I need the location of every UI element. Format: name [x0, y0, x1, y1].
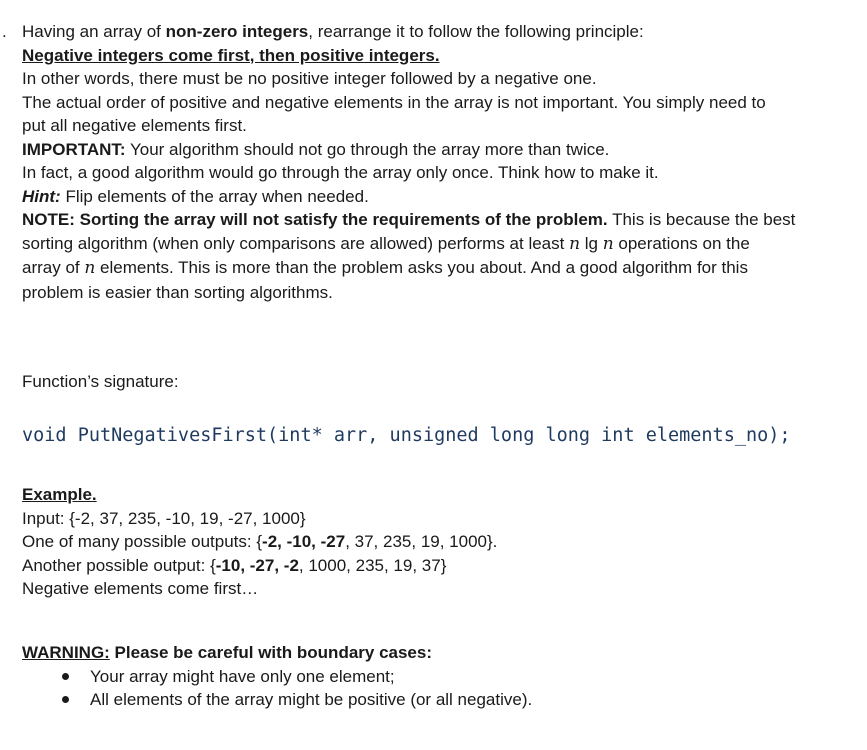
list-item	[22, 688, 862, 712]
intro-text: Having an array of	[22, 22, 166, 41]
warning-text: Please be careful with boundary cases:	[109, 643, 433, 662]
hint-label: Hint:	[22, 186, 61, 206]
boundary-cases-list	[22, 665, 862, 712]
hint-line	[22, 185, 862, 209]
signature-code: void PutNegativesFirst(int* arr, unsigned long long int elements_no);	[22, 425, 791, 446]
note-line-3-text: array of	[22, 258, 85, 277]
bullet-icon	[62, 696, 69, 703]
important-label: IMPORTANT:	[22, 139, 126, 159]
output-1-post: , 37, 235, 19, 1000}.	[345, 532, 498, 551]
output-1-negatives: -2, -10, -27	[262, 532, 346, 551]
example-heading	[22, 483, 862, 507]
principle-text: Negative integers come first, then positive integers.	[22, 45, 440, 65]
intro-line	[22, 20, 862, 44]
important-line	[22, 138, 862, 162]
example-output-2	[22, 554, 862, 578]
note-bold-text: NOTE: Sorting the array will not satisfy the requirements of the problem.	[22, 210, 608, 229]
bullet-icon	[62, 673, 69, 680]
math-n: n	[569, 233, 581, 254]
intro-text-end: , rearrange it to follow the following principle:	[308, 22, 644, 41]
math-lg: lg	[580, 233, 603, 253]
list-item-text: Your array might have only one element;	[90, 666, 395, 686]
intro-bold-text: non-zero integers	[165, 22, 309, 41]
example-heading-text: Example.	[22, 485, 97, 504]
warning-label: WARNING:	[22, 643, 110, 662]
output-1-pre: One of many possible outputs: {	[22, 532, 263, 551]
note-text: This is because the best	[607, 210, 796, 229]
example-input: Input: {-2, 37, 235, -10, 19, -27, 1000}	[22, 508, 306, 528]
problem-statement	[22, 20, 862, 304]
output-2-negatives: -10, -27, -2	[215, 555, 299, 575]
note-line-4: problem is easier than sorting algorithms.	[22, 282, 333, 302]
list-item-text: All elements of the array might be positive (or all negative).	[90, 690, 533, 709]
order-line-2: put all negative elements first.	[22, 116, 247, 135]
signature-label: Function’s signature:	[22, 372, 179, 391]
note-line-2-text: sorting algorithm (when only comparisons are allowed) performs at least	[22, 233, 570, 253]
note-line-1	[22, 208, 862, 232]
list-item	[22, 665, 862, 689]
math-n: n	[84, 258, 96, 278]
hint-text: Flip elements of the array when needed.	[60, 186, 369, 206]
important-text: Your algorithm should not go through the array more than twice.	[125, 139, 610, 159]
note-line-2	[22, 232, 862, 257]
fact-line: In fact, a good algorithm would go through the array only once. Think how to make it.	[22, 163, 659, 182]
example-conclusion: Negative elements come first…	[22, 579, 259, 598]
list-marker: .	[2, 22, 7, 41]
note-line-3	[22, 256, 862, 281]
order-line-1: The actual order of positive and negative elements in the array is not important. You simply need to	[22, 92, 766, 112]
principle-line	[22, 44, 862, 68]
output-2-pre: Another possible output: {	[22, 555, 216, 575]
warning-section	[22, 641, 862, 712]
example-output-1	[22, 530, 862, 554]
example-section	[22, 483, 862, 601]
note-line-3-end: elements. This is more than the problem asks you about. And a good algorithm for this	[95, 258, 748, 277]
math-n: n	[602, 233, 614, 254]
other-words-line: In other words, there must be no positive integer followed by a negative one.	[22, 69, 597, 88]
note-line-2-end: operations on the	[613, 233, 750, 253]
output-2-post: , 1000, 235, 19, 37}	[298, 555, 447, 575]
warning-line	[22, 641, 862, 665]
